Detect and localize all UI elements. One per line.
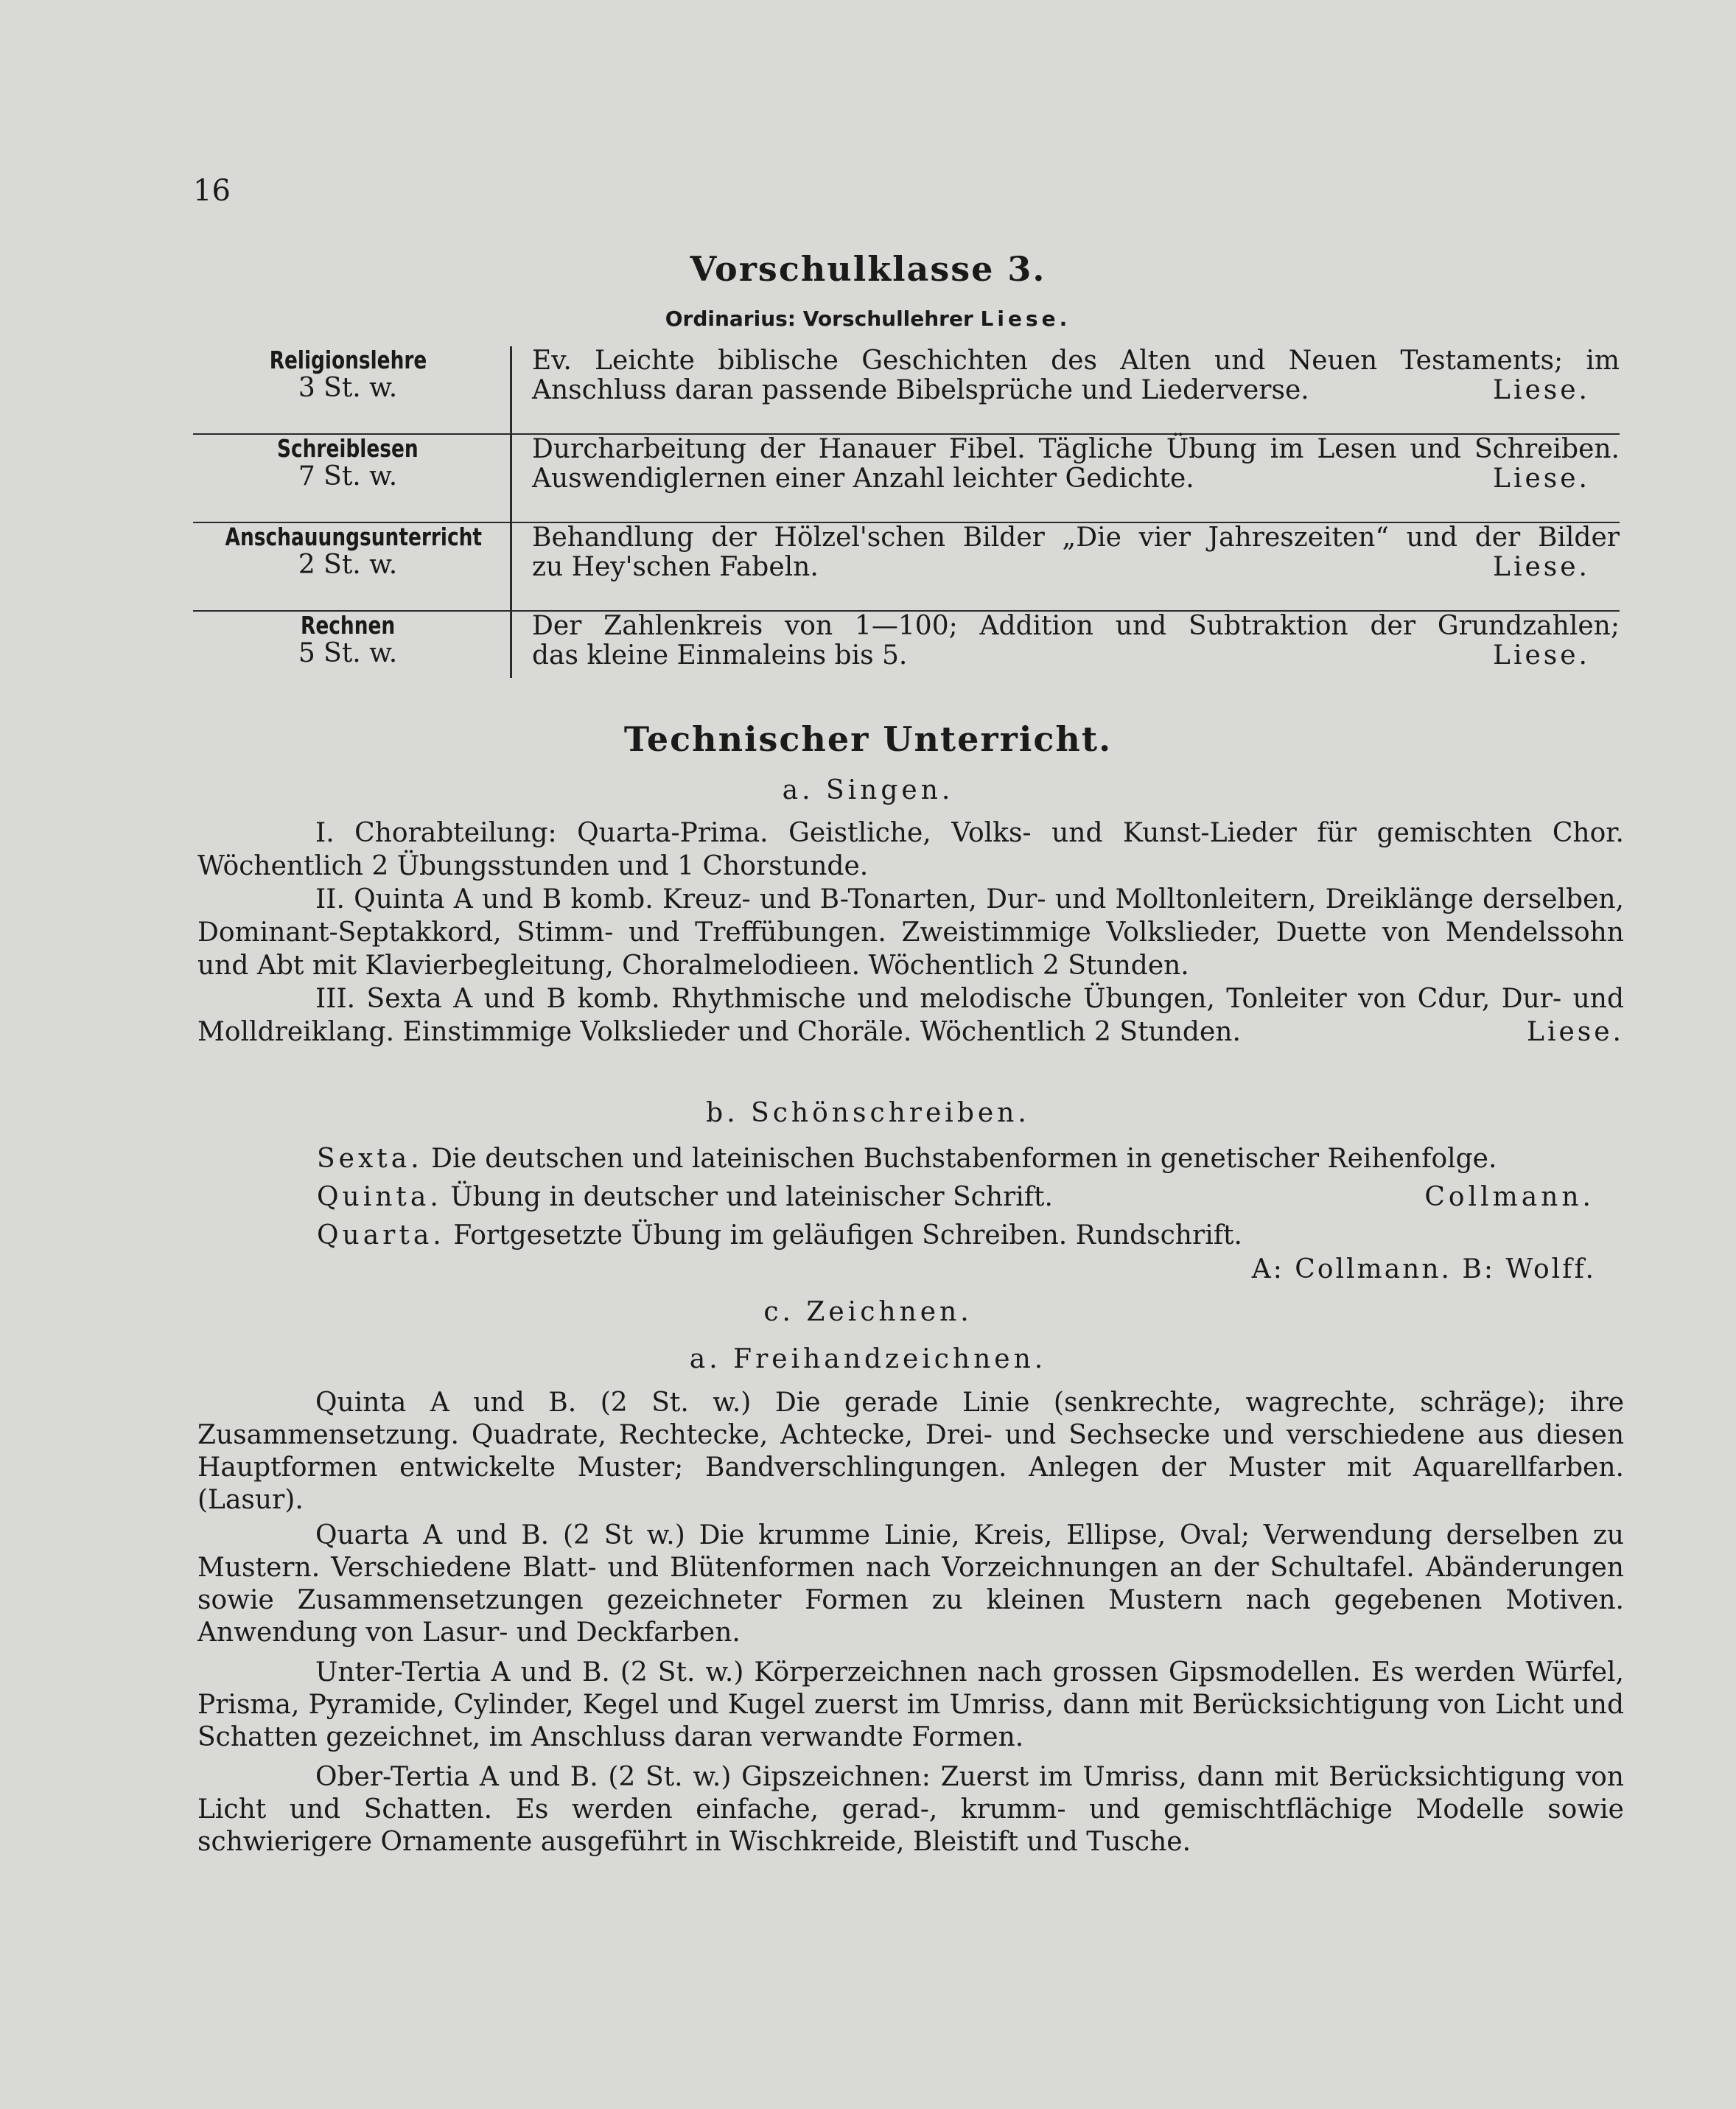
page-number: 16 [193,174,231,208]
schoenschreiben-heading: b. Schönschreiben. [706,1098,1030,1128]
subject-description [532,346,1620,405]
teacher-name: Collmann. [1424,1182,1595,1212]
zeichnen-paragraph: Quarta A und B. (2 St w.) Die krumme Linie, Kreis, Ellipse, Oval; Verwendung derselben zu Mustern. Verschiedene Blatt- und Blütenformen nach Vorzeichnungen an der Schultafel. Abänderungen sowie Zusammensetzungen gezeichneter Formen zu kleinen Mustern nach gegebenen Motiven. Anwendung von Lasur- und Deckfarben. [197,1520,1624,1648]
subject-name: Religionslehre [269,346,427,374]
subject-name: Rechnen [300,611,396,640]
singen-paragraph: II. Quinta A und B komb. Kreuz- und B-Tonarten, Dur- und Molltonleitern, Dreiklänge derselben, Dominant-Septakkord, Stimm- und Treffübungen. Zweistimmige Volkslieder, Duette von Mendelssohn und Abt mit Klavierbegleitung, Choralmelodieen. Wöchentlich 2 Stunden. [197,884,1624,981]
ordinarius-label: Ordinarius: Vorschullehrer [665,307,981,331]
ordinarius-line [0,307,1736,331]
subject-row [193,346,1620,435]
description-line: Auswendiglernen einer Anzahl leichter Gedichte. [532,464,1194,494]
singen-paragraph: I. Chorabteilung: Quarta-Prima. Geistliche, Volks- und Kunst-Lieder für gemischten Chor. Wöchentlich 2 Übungsstunden und 1 Chorstunde. [197,818,1624,881]
zeichnen-heading: c. Zeichnen. [763,1297,973,1327]
subject-description [532,523,1620,582]
singen-paragraph: III. Sexta A und B komb. Rhythmische und melodische Übungen, Tonleiter von Cdur, Dur- und Molldreiklang. Einstimmige Volkslieder und Choräle. Wöchentlich 2 Stunden. Liese. [197,984,1624,1047]
subject-hours: 3 St. w. [298,373,398,403]
sexta-line: Sexta. Die deutschen und lateinischen Buchstabenformen in genetischer Reihenfolge. [317,1144,1497,1174]
description-line: Durcharbeitung der Hanauer Fibel. Tägliche Übung im Lesen und Schreiben. [532,434,1620,464]
subject-description [532,612,1620,671]
teacher-name: Liese. [1493,375,1590,405]
subject-row [193,435,1620,523]
subject-row [193,523,1620,612]
description-line: Der Zahlenkreis von 1—100; Addition und Subtraktion der Grundzahlen; [532,611,1620,641]
description-line: das kleine Einmaleins bis 5. [532,640,908,671]
zeichnen-paragraph: Quinta A und B. (2 St. w.) Die gerade Linie (senkrechte, wagrechte, schräge); ihre Zusammensetzung. Quadrate, Rechtecke, Achtecke, Drei- und Sechsecke und verschiedene aus diesen Hauptformen entwickelte Muster; Bandverschlingungen. Anlegen der Muster mit Aquarellfarben. (Lasur). [197,1388,1624,1515]
quinta-line: Quinta. Übung in deutscher und lateinischer Schrift. Collmann. [317,1182,1595,1212]
teacher-name: Liese. [1527,1017,1624,1047]
singen-block [197,816,1624,1049]
quarta-line: Quarta. Fortgesetzte Übung im geläufigen Schreiben. Rundschrift. [317,1220,1242,1251]
subject-name: Anschauungsunterricht [225,522,483,551]
description-line: Behandlung der Hölzel'schen Bilder „Die vier Jahreszeiten“ und der Bilder [532,522,1620,553]
subject-hours: 5 St. w. [298,638,398,668]
singen-heading: a. Singen. [782,775,954,805]
description-line: Ev. Leichte biblische Geschichten des Alten und Neuen Testaments; im [532,346,1620,376]
subject-hours: 7 St. w. [298,461,398,492]
subject-description [532,435,1620,494]
description-line: Anschluss daran passende Bibelsprüche und Liederverse. [532,375,1309,405]
teacher-name: Liese. [1493,640,1590,671]
subject-name: Schreiblesen [277,434,419,463]
teacher-name: Liese. [1493,552,1590,582]
subject-row [193,612,1620,699]
freihand-heading: a. Freihandzeichnen. [689,1344,1047,1374]
subject-table [193,346,1620,699]
zeichnen-block [197,1387,1624,1858]
teacher-name: Liese. [1493,464,1590,494]
zeichnen-paragraph: Unter-Tertia A und B. (2 St. w.) Körperzeichnen nach grossen Gipsmodellen. Es werden Würfel, Prisma, Pyramide, Cylinder, Kegel und Kugel zuerst im Umriss, dann mit Berücksichtigung von Licht und Schatten gezeichnet, im Anschluss daran verwandte Formen. [197,1657,1624,1752]
section-title: Vorschulklasse 3. [690,249,1046,289]
quarta-teachers: A: Collmann. B: Wolff. [1251,1254,1596,1284]
subject-hours: 2 St. w. [298,550,398,580]
description-line: zu Hey'schen Fabeln. [532,552,819,582]
zeichnen-paragraph: Ober-Tertia A und B. (2 St. w.) Gipszeichnen: Zuerst im Umriss, dann mit Berücksichtigung von Licht und Schatten. Es werden einfache, gerad-, krumm- und gemischtflächige Modelle sowie schwierigere Ornamente ausgeführt in Wischkreide, Bleistift und Tusche. [197,1762,1624,1857]
ordinarius-name: Liese. [980,307,1071,331]
technical-title: Technischer Unterricht. [623,719,1113,759]
